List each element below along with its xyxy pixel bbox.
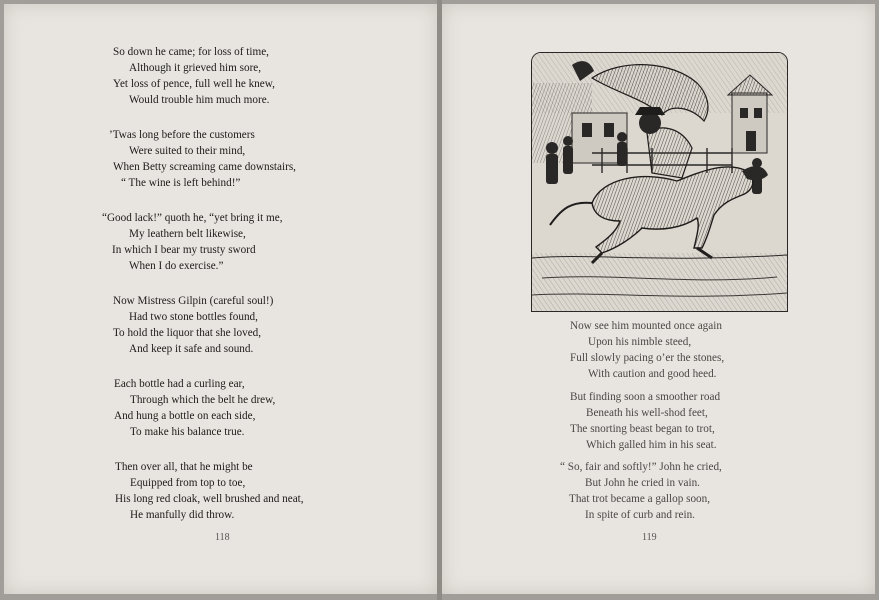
left-page: [4, 4, 437, 594]
right-page: [442, 4, 875, 594]
verse-line: ’Twas long before the customers: [109, 129, 255, 141]
verse-line: “ The wine is left behind!”: [121, 177, 241, 189]
engraving-illustration: [531, 52, 788, 312]
verse-line: That trot became a gallop soon,: [569, 493, 711, 505]
page-number: 119: [642, 532, 657, 543]
verse-line: To make his balance true.: [130, 426, 245, 438]
verse-line: Beneath his well-shod feet,: [586, 407, 708, 419]
verse-line: And keep it safe and sound.: [129, 343, 254, 355]
verse-line: Yet loss of pence, full well he knew,: [113, 78, 275, 90]
verse-line: To hold the liquor that she loved,: [113, 327, 262, 339]
verse-line: When Betty screaming came downstairs,: [113, 161, 296, 173]
verse-line: So down he came; for loss of time,: [113, 46, 269, 58]
verse-line: Upon his nimble steed,: [588, 336, 692, 348]
verse-line: But John he cried in vain.: [585, 477, 700, 489]
verse-line: And hung a bottle on each side,: [114, 410, 256, 422]
verse-line: Then over all, that he might be: [115, 461, 253, 473]
verse-line: Each bottle had a curling ear,: [114, 378, 245, 390]
verse-line: Which galled him in his seat.: [586, 439, 717, 451]
verse-line: In which I bear my trusty sword: [112, 244, 256, 256]
verse-line: He manfully did throw.: [130, 509, 235, 521]
verse-line: Through which the belt he drew,: [130, 394, 276, 406]
gilpin-galloping-engraving: [532, 53, 787, 311]
verse-line: Would trouble him much more.: [129, 94, 270, 106]
verse-line: “ So, fair and softly!” John he cried,: [560, 461, 722, 473]
verse-line: With caution and good heed.: [588, 368, 717, 380]
verse-line: Full slowly pacing o’er the stones,: [570, 352, 725, 364]
verse-line: In spite of curb and rein.: [585, 509, 695, 521]
verse-line: Equipped from top to toe,: [130, 477, 246, 489]
verse-line: Were suited to their mind,: [129, 145, 246, 157]
verse-line: My leathern belt likewise,: [129, 228, 246, 240]
verse-line: Although it grieved him sore,: [129, 62, 262, 74]
page-number: 118: [215, 532, 230, 543]
verse-line: When I do exercise.”: [129, 260, 224, 272]
verse-line: His long red cloak, well brushed and neat,: [115, 493, 304, 505]
verse-line: Now see him mounted once again: [570, 320, 722, 332]
verse-line: “Good lack!” quoth he, “yet bring it me,: [102, 212, 283, 224]
verse-line: Had two stone bottles found,: [129, 311, 258, 323]
verse-line: The snorting beast began to trot,: [570, 423, 715, 435]
verse-line: Now Mistress Gilpin (careful soul!): [113, 295, 274, 307]
verse-line: But finding soon a smoother road: [570, 391, 721, 403]
